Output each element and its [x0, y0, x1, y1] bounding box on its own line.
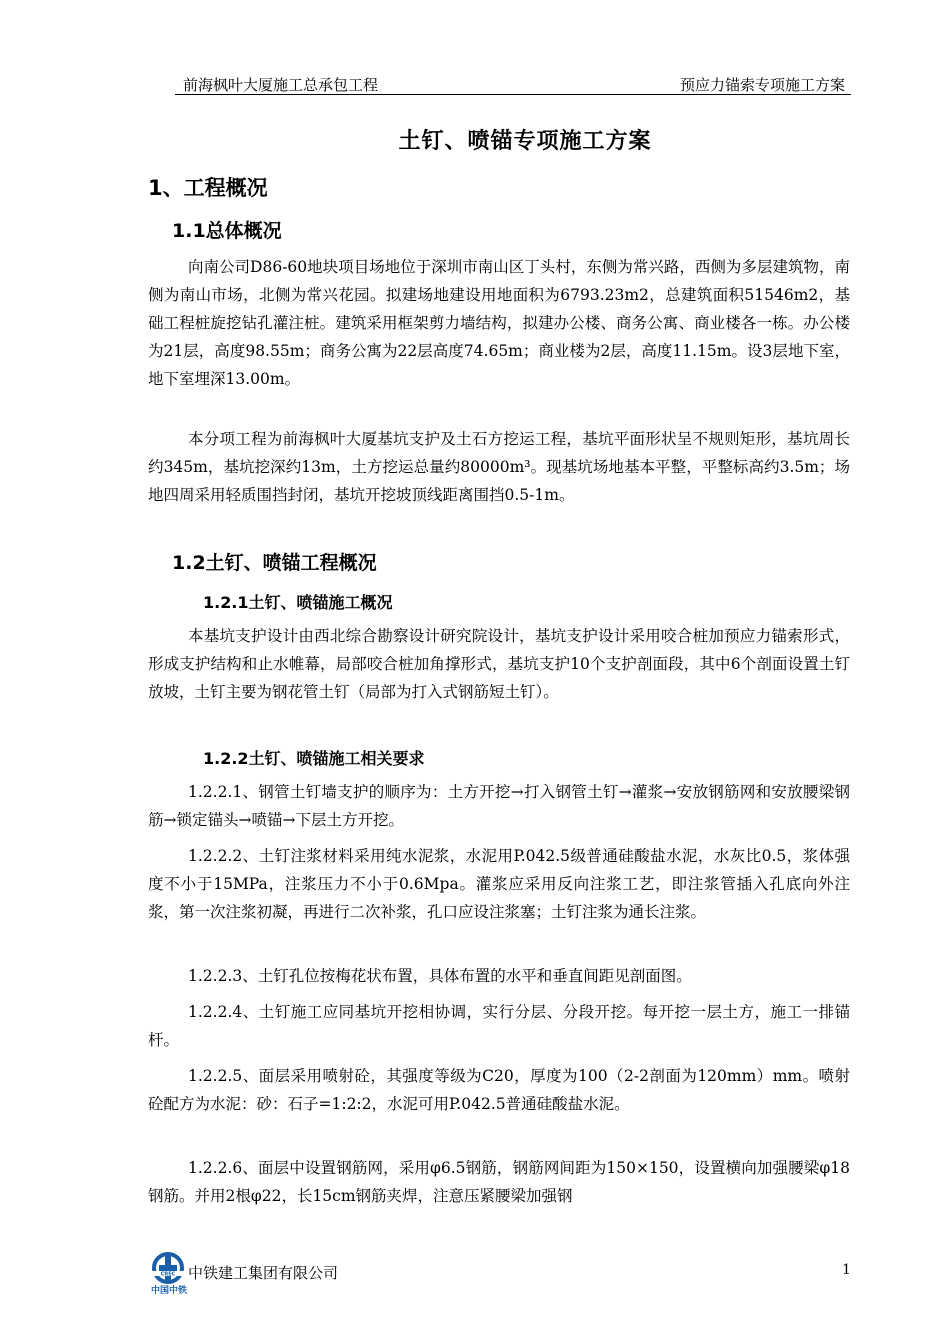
- section-1-heading: 1、工程概况: [148, 176, 268, 200]
- svg-text:CREC: CREC: [160, 1271, 176, 1278]
- paragraph-1-2-2-4: 1.2.2.4、土钉施工应同基坑开挖相协调，实行分层、分段开挖。每开挖一层土方，施工一排锚杆。: [148, 1003, 850, 1049]
- logo-caption: 中国中铁: [151, 1286, 188, 1296]
- section-1-1-heading: 1.1总体概况: [172, 220, 282, 242]
- page-header: [175, 72, 851, 95]
- paragraph-1-2-2-5: 1.2.2.5、面层采用喷射砼，其强度等级为C20，厚度为100（2-2剖面为120mm）mm。喷射砼配方为水泥：砂：石子=1:2:2，水泥可用P.042.5普通硅酸盐水泥。: [148, 1067, 850, 1113]
- section-1-2-heading: 1.2土钉、喷锚工程概况: [172, 552, 377, 574]
- section-1-2-2-heading: 1.2.2土钉、喷锚施工相关要求: [203, 749, 425, 768]
- paragraph-1-1-a: 向南公司D86-60地块项目场地位于深圳市南山区丁头村，东侧为常兴路，西侧为多层建筑物，南侧为南山市场，北侧为常兴花园。拟建场地建设用地面积为6793.23m2，总建筑面积51546m2，基础工程桩旋挖钻孔灌注桩。建筑采用框架剪力墙结构，拟建办公楼、商务公寓、商业楼各一栋。办公楼为21层，高度98.55m；商务公寓为22层高度74.65m；商业楼为2层，高度11.15m。设3层地下室，地下室埋深13.00m。: [148, 258, 850, 388]
- section-1-2-1-heading: 1.2.1土钉、喷锚施工概况: [203, 593, 393, 612]
- paragraph-1-2-2-6: 1.2.2.6、面层中设置钢筋网，采用φ6.5钢筋，钢筋网间距为150×150，设置横向加强腰梁φ18钢筋。并用2根φ22，长15cm钢筋夹焊，注意压紧腰梁加强钢: [148, 1159, 850, 1205]
- header-project-name: 前海枫叶大厦施工总承包工程: [183, 76, 379, 94]
- page-number: 1: [842, 1262, 851, 1278]
- header-document-name: 预应力锚索专项施工方案: [679, 76, 845, 94]
- paragraph-1-2-2-2: 1.2.2.2、土钉注浆材料采用纯水泥浆，水泥用P.042.5级普通硅酸盐水泥，水灰比0.5，浆体强度不小于15MPa，注浆压力不小于0.6Mpa。灌浆应采用反向注浆工艺，即注浆管插入孔底向外注浆，第一次注浆初凝，再进行二次补浆，孔口应设注浆塞；土钉注浆为通长注浆。: [148, 847, 850, 921]
- paragraph-1-2-1: 本基坑支护设计由西北综合勘察设计研究院设计，基坑支护设计采用咬合桩加预应力锚索形式，形成支护结构和止水帷幕，局部咬合桩加角撑形式，基坑支护10个支护剖面段，其中6个剖面设置土钉放坡，土钉主要为钢花管土钉（局部为打入式钢筋短土钉）。: [148, 627, 850, 701]
- paragraph-1-1-b: 本分项工程为前海枫叶大厦基坑支护及土石方挖运工程，基坑平面形状呈不规则矩形，基坑周长约345m，基坑挖深约13m，土方挖运总量约80000m³。现基坑场地基本平整，平整标高约3.5m；场地四周采用轻质围挡封闭，基坑开挖坡顶线距离围挡0.5-1m。: [148, 430, 850, 504]
- footer-company-name: 中铁建工集团有限公司: [188, 1264, 339, 1282]
- document-title: 土钉、喷锚专项施工方案: [398, 129, 652, 154]
- paragraph-1-2-2-1: 1.2.2.1、钢管土钉墙支护的顺序为：土方开挖→打入钢管土钉→灌浆→安放钢筋网和安放腰梁钢筋→锁定锚头→喷锚→下层土方开挖。: [148, 783, 850, 829]
- paragraph-1-2-2-3: 1.2.2.3、土钉孔位按梅花状布置，具体布置的水平和垂直间距见剖面图。: [188, 967, 692, 985]
